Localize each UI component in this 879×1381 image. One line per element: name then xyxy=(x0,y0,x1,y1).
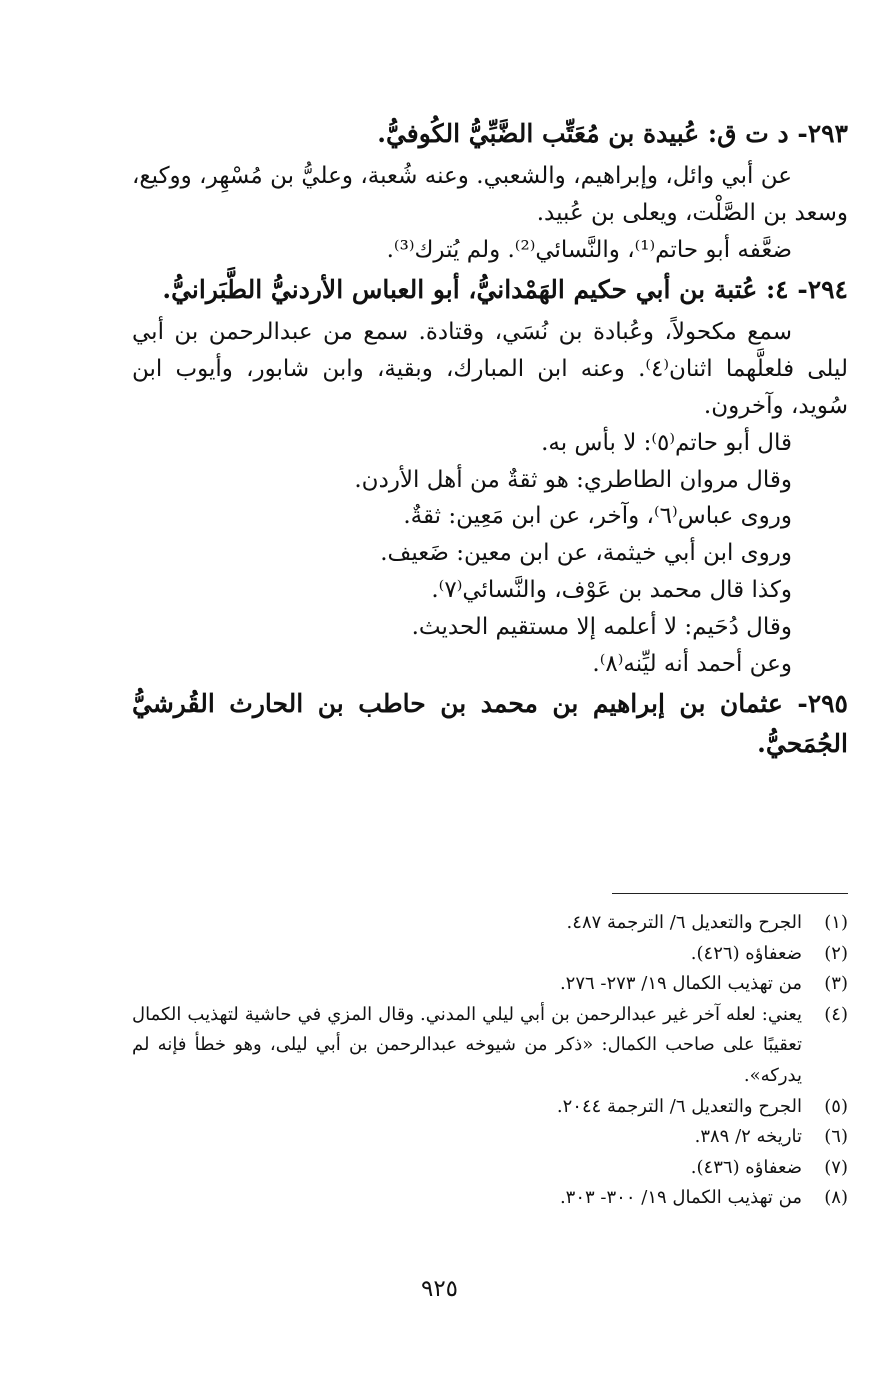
entry-line: وروى عباس⁽٦⁾، وآخر، عن ابن مَعِين: ثقةٌ. xyxy=(403,503,792,530)
footnote-number: (١) xyxy=(824,912,848,933)
entry-line: وقال دُحَيم: لا أعلمه إلا مستقيم الحديث. xyxy=(411,613,792,640)
entry-295 xyxy=(132,684,848,764)
footnote-number: (٦) xyxy=(824,1126,848,1148)
footnote-number: (٥) xyxy=(824,1095,848,1117)
footnote xyxy=(132,969,848,1000)
main-text xyxy=(132,112,848,768)
footnote xyxy=(132,908,848,939)
entry-line: وكذا قال محمد بن عَوْف، والنَّسائي⁽٧⁾. xyxy=(431,576,792,603)
footnote-number: (٢) xyxy=(824,942,848,964)
entry-heading: ٢٩٣- د ت ق: عُبيدة بن مُعَتِّب الضَّبِّيُّ الكُوفيُّ. xyxy=(377,119,848,148)
entry-heading: ٢٩٥- عثمان بن إبراهيم بن محمد بن حاطب بن الحارث القُرشيُّ الجُمَحيُّ. xyxy=(132,689,848,759)
entry-293 xyxy=(132,114,848,268)
entry-line: وقال مروان الطاطري: هو ثقةٌ من أهل الأردن. xyxy=(354,466,792,493)
footnote-text: الجرح والتعديل ٦/ الترجمة ٢٠٤٤. xyxy=(556,1095,802,1117)
footnote-text: من تهذيب الكمال ١٩/ ٣٠٠- ٣٠٣. xyxy=(559,1187,802,1209)
footnote-number: (٣) xyxy=(824,973,848,995)
footnotes xyxy=(132,908,848,1214)
footnote-text: تاريخه ٢/ ٣٨٩. xyxy=(694,1126,802,1148)
entry-line: وعن أحمد أنه ليِّنه⁽٨⁾. xyxy=(592,650,792,677)
footnote-text: من تهذيب الكمال ١٩/ ٢٧٣- ٢٧٦. xyxy=(559,973,802,995)
footnote xyxy=(132,1183,848,1214)
entry-294 xyxy=(132,270,848,682)
footnote-number: (٤) xyxy=(824,1003,848,1025)
footnote-number: (٨) xyxy=(824,1187,848,1209)
footnote xyxy=(132,1000,848,1092)
entry-line: قال أبو حاتم⁽٥⁾: لا بأس به. xyxy=(541,429,792,456)
entry-heading: ٢٩٤- ٤: عُتبة بن أبي حكيم الهَمْدانيُّ، أبو العباس الأردنيُّ الطَّبَرانيُّ. xyxy=(162,275,848,305)
footnote-divider xyxy=(612,893,848,894)
footnote xyxy=(132,939,848,970)
footnote xyxy=(132,1092,848,1123)
entry-paragraph: عن أبي وائل، وإبراهيم، والشعبي. وعنه شُعبة، وعليُّ بن مُسْهِر، ووكيع، وسعد بن الصَّلْت، ويعلى بن عُبيد. xyxy=(132,163,848,226)
footnote-text: يعني: لعله آخر غير عبدالرحمن بن أبي ليلي المدني. وقال المزي في حاشية لتهذيب الكمال تعقيبًا على صاحب الكمال: «ذكر من شيوخه عبدالرحمن بن أبي ليلى، وهو خطأ فإنه لم يدركه». xyxy=(132,1003,802,1086)
footnote xyxy=(132,1153,848,1184)
footnote-number: (٧) xyxy=(824,1156,848,1178)
footnote-text: ضعفاؤه (٤٣٦). xyxy=(690,1156,802,1178)
entry-line: ضعَّفه أبو حاتم⁽¹⁾، والنَّسائي⁽²⁾. ولم يُترك⁽³⁾. xyxy=(386,236,792,263)
footnote xyxy=(132,1122,848,1153)
footnote-text: ضعفاؤه (٤٢٦). xyxy=(690,942,802,964)
entry-paragraph: سمع مكحولاً، وعُبادة بن نُسَي، وقتادة. سمع من عبدالرحمن بن أبي ليلى فلعلَّهما اثنان⁽٤⁾. وعنه ابن المبارك، وبقية، وابن شابور، وأيوب ابن سُويد، وآخرون. xyxy=(132,319,848,419)
page-number: ٩٢٥ xyxy=(420,1276,459,1302)
footnote-text: الجرح والتعديل ٦/ الترجمة ٤٨٧. xyxy=(566,912,802,933)
entry-line: وروى ابن أبي خيثمة، عن ابن معين: ضَعيف. xyxy=(380,540,792,567)
